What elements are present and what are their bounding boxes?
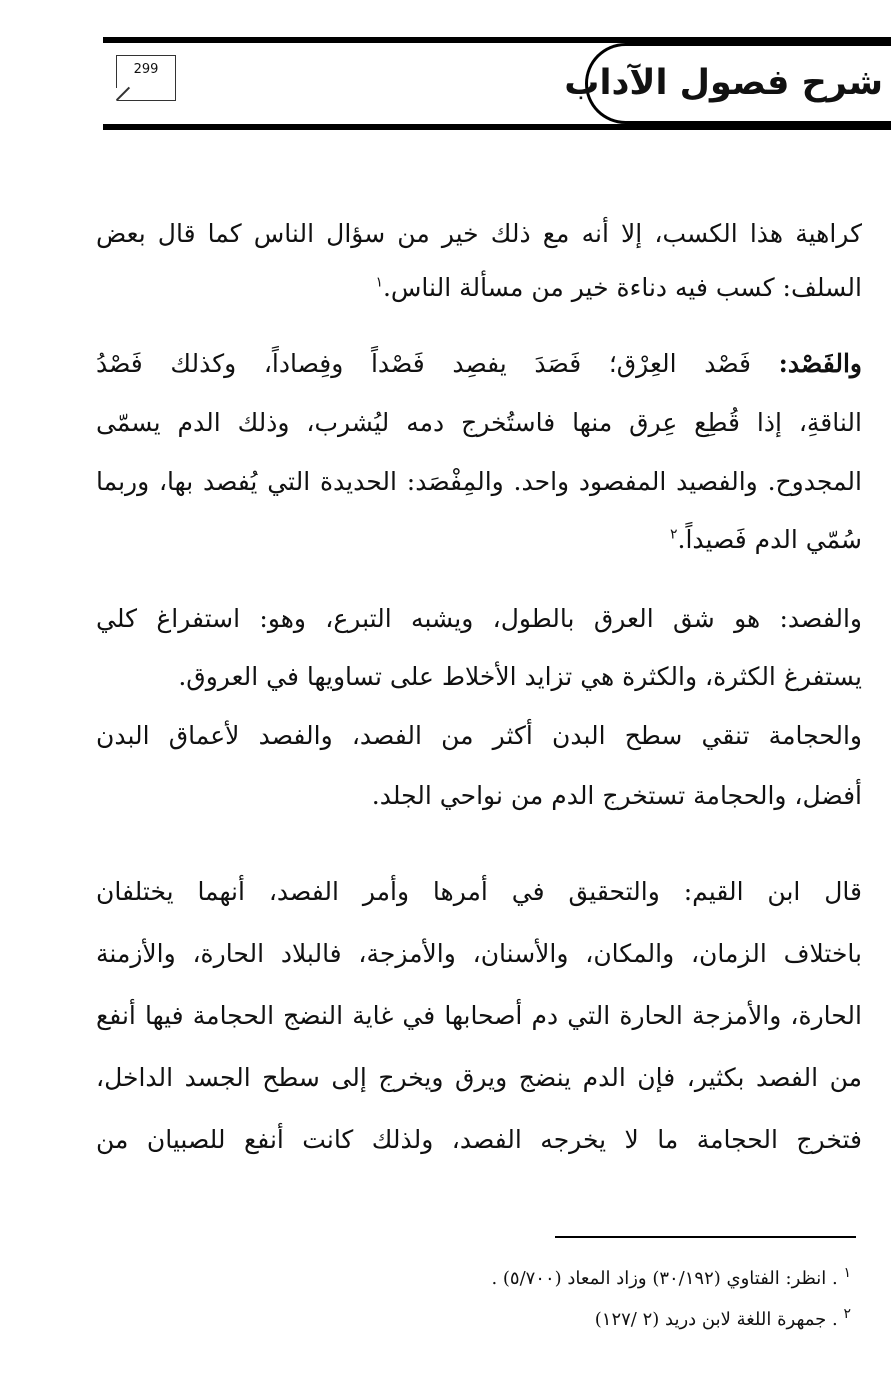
footnote-ref: ٢ [669, 526, 678, 543]
text-line: كراهية هذا الكسب، إلا أنه مع ذلك خير من سؤال الناس كما قال بعض [96, 219, 862, 248]
text-line: سُمّي الدم فَصيداً.$^٢$ [669, 525, 862, 554]
text-line: باختلاف الزمان، والمكان، والأسنان، والأمزجة، فالبلاد الحارة، والأزمنة [96, 939, 862, 968]
text-line: فتخرج الحجامة ما لا يخرجه الفصد، ولذلك كانت أنفع للصبيان من [96, 1125, 862, 1154]
footnote-separator [555, 1236, 856, 1238]
text-line: والفصد: هو شق العرق بالطول، ويشبه التبرع، وهو: استفراغ كلي [96, 604, 862, 633]
running-title: شرح فصول الآداب [564, 63, 883, 103]
text-line: الحارة، والأمزجة الحارة التي دم أصحابها في غاية النضج الحجامة فيها أنفع [96, 1001, 862, 1030]
text-line: والحجامة تنقي سطح البدن أكثر من الفصد، والفصد لأعماق البدن [96, 721, 862, 750]
page-number: 299 [133, 62, 159, 77]
footnote-item [351, 1306, 851, 1334]
text-line: قال ابن القيم: والتحقيق في أمرها وأمر الفصد، أنهما يختلفان [96, 877, 862, 906]
text-line: أفضل، والحجامة تستخرج الدم من نواحي الجلد. [371, 781, 862, 810]
text-line: الناقةِ، إذا قُطِع عِرق منها فاستُخرج دمه ليُشرب، وذلك الدم يسمّى [96, 408, 862, 437]
footnote-text: . انظر: الفتاوي (٣٠/١٩٢) وزاد المعاد (٥/٧٠٠) . [491, 1268, 838, 1289]
footnote-item [351, 1265, 851, 1293]
text-line: السلف: كسب فيه دناءة خير من مسألة الناس.$^١$ [375, 273, 862, 302]
text-line: يستفرغ الكثرة، والكثرة هي تزايد الأخلاط على تساويها في العروق. [178, 662, 862, 691]
headword: والفَصْد: [778, 349, 862, 378]
text-line: والفَصْد: فَصْد العِرْق؛ فَصَدَ يفصِد فَصْداً وفِصاداً، وكذلك فَصْدُ [96, 349, 862, 378]
page-number-box [116, 55, 176, 101]
text-line: المجدوح. والفصيد المفصود واحد. والمِفْصَد: الحديدة التي يُفصد بها، وربما [96, 467, 862, 496]
text-line: من الفصد بكثير، فإن الدم ينضج ويرق ويخرج إلى سطح الجسد الداخل، [96, 1063, 862, 1092]
footnote-mark: ٢ [843, 1306, 851, 1322]
footnote-mark: ١ [843, 1265, 851, 1281]
footnote-ref: ١ [375, 274, 383, 291]
header-bottom-rule [103, 124, 891, 130]
footnote-text: . جمهرة اللغة لابن دريد (٢ /١٢٧) [594, 1309, 838, 1330]
